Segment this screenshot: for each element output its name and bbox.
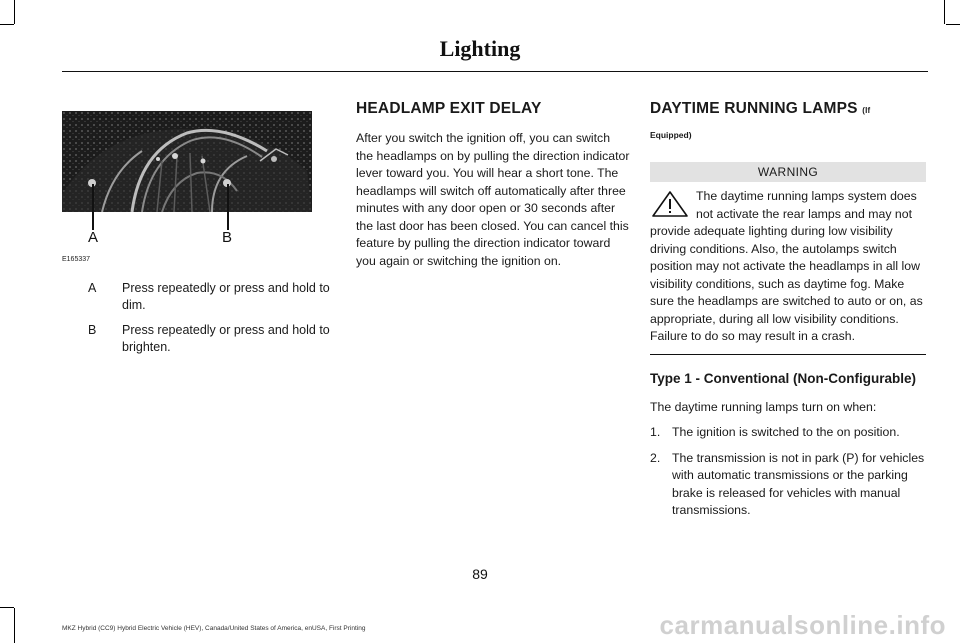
section-body: After you switch the ignition off, you can switch the headlamps on by pulling the direction indicator lever toward you. You will hear a short tone. The headlamps will switch off automatically after three minutes with any door open or 30 seconds after the last door has been closed. You can cancel this feature by pulling the direction indicator toward you again or switching the ignition on.: [356, 131, 630, 268]
crop-mark: [946, 24, 960, 25]
daytime-running-lamps-section: [650, 100, 926, 528]
crop-mark: [14, 608, 15, 643]
dashboard-dimmer-icon: [62, 111, 312, 212]
section-heading: HEADLAMP EXIT DELAY: [356, 100, 542, 117]
section-heading: [650, 100, 926, 118]
list-item-text: The transmission is not in park (P) for vehicles with automatic transmissions or the parking brake is released for vehicles with manual transmissions.: [672, 450, 925, 517]
figure-legend: [62, 280, 334, 364]
list-item: [650, 424, 926, 442]
warning-banner: WARNING: [650, 162, 926, 182]
warning-text: The daytime running lamps system does not activate the rear lamps and may not provide adequate lighting during low visibility driving conditions. Also, the autolamps switch position may not activate the headlamps in all low visibility conditions, such as daytime fog. Make sure the headlamps are switched to auto or on, as appropriate, during all low visibility conditions. Failure to do so may result in a crash.: [650, 189, 923, 343]
crop-mark: [0, 607, 14, 608]
warning-divider: [650, 354, 926, 355]
list-item-text: The ignition is switched to the on position.: [672, 425, 900, 439]
callout-label-b: B: [222, 229, 233, 246]
heading-suffix: (If: [862, 106, 871, 115]
crop-mark: [0, 24, 14, 25]
crop-mark: [14, 0, 15, 24]
legend-text: Press repeatedly or press and hold to dim.: [122, 281, 330, 312]
page-title: Lighting: [439, 36, 521, 61]
list-item-number: 1.: [650, 425, 661, 439]
subsection-intro: The daytime running lamps turn on when:: [650, 399, 877, 414]
warning-box: [650, 188, 926, 346]
figure-code: E165337: [62, 256, 91, 263]
list-item-number: 2.: [650, 450, 661, 465]
list-item: [650, 450, 926, 520]
header-divider: [62, 71, 928, 72]
instrument-panel-illustration: [62, 111, 312, 212]
subsection-heading: Type 1 - Conventional (Non-Configurable): [650, 370, 916, 386]
callout-line-a: [92, 184, 94, 230]
legend-text: Press repeatedly or press and hold to brighten.: [122, 323, 330, 354]
legend-row: [62, 322, 334, 356]
legend-row: [62, 280, 334, 314]
legend-key: A: [88, 281, 97, 295]
watermark: carmanualsonline.info: [659, 610, 946, 640]
callout-label-a: A: [88, 229, 99, 246]
page-number: 89: [472, 566, 488, 582]
legend-key: B: [88, 323, 97, 337]
figure-callouts: [62, 212, 312, 272]
equipped-note: Equipped): [650, 130, 692, 140]
warning-triangle-icon: [650, 190, 690, 218]
conditions-list: [650, 424, 926, 520]
footer-text: MKZ Hybrid (CC9) Hybrid Electric Vehicle (HEV), Canada/United States of America, enUSA, First Printing: [62, 625, 366, 632]
callout-line-b: [227, 184, 229, 230]
headlamp-exit-delay-section: [356, 100, 630, 270]
section-heading-text: DAYTIME RUNNING LAMPS: [650, 100, 858, 117]
crop-mark: [944, 0, 945, 24]
